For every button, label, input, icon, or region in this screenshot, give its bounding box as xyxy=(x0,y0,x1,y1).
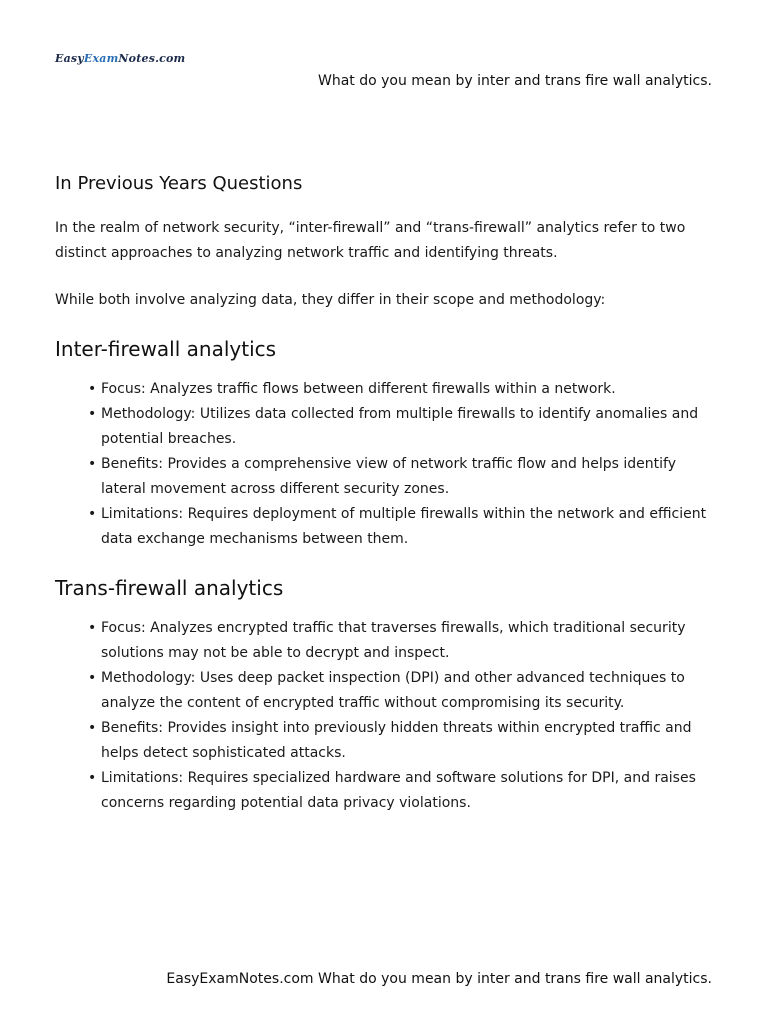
intro-paragraph-1: In the realm of network security, “inter-firewall” and “trans-firewall” analytics refer to two distinct approaches to analyzing network traffic and identifying threats. xyxy=(55,220,686,261)
document-body xyxy=(55,172,715,838)
list-item: • Benefits: Provides a comprehensive view of network traffic flow and helps identify lateral movement across different security zones. xyxy=(101,452,715,502)
intro-paragraph-2: While both involve analyzing data, they differ in their scope and methodology: xyxy=(55,292,606,308)
heading-inter-firewall: Inter-firewall analytics xyxy=(55,337,277,361)
list-item: • Methodology: Uses deep packet inspection (DPI) and other advanced techniques to analyze the content of encrypted traffic without compromising its security. xyxy=(101,666,715,716)
site-logo[interactable] xyxy=(55,52,185,65)
list-item: • Methodology: Utilizes data collected from multiple firewalls to identify anomalies and potential breaches. xyxy=(101,402,715,452)
list-item: • Focus: Analyzes encrypted traffic that traverses firewalls, which traditional security solutions may not be able to decrypt and inspect. xyxy=(101,616,715,666)
logo-part-easy: Easy xyxy=(55,52,84,65)
page-footer: EasyExamNotes.com What do you mean by inter and trans fire wall analytics. xyxy=(166,971,712,987)
list-item: • Focus: Analyzes traffic flows between different firewalls within a network. xyxy=(101,377,715,402)
heading-trans-firewall: Trans-firewall analytics xyxy=(55,576,284,600)
page-header-title: What do you mean by inter and trans fire wall analytics. xyxy=(317,73,712,89)
logo-part-exam: Exam xyxy=(83,52,119,65)
list-item: • Limitations: Requires specialized hardware and software solutions for DPI, and raises concerns regarding potential data privacy violations. xyxy=(101,766,715,816)
logo-part-notes: Notes.com xyxy=(118,52,186,65)
section-label: In Previous Years Questions xyxy=(55,173,303,194)
trans-firewall-list xyxy=(55,616,715,816)
inter-firewall-list xyxy=(55,377,715,552)
list-item: • Limitations: Requires deployment of multiple firewalls within the network and efficient data exchange mechanisms between them. xyxy=(101,502,715,552)
list-item: • Benefits: Provides insight into previously hidden threats within encrypted traffic and helps detect sophisticated attacks. xyxy=(101,716,715,766)
